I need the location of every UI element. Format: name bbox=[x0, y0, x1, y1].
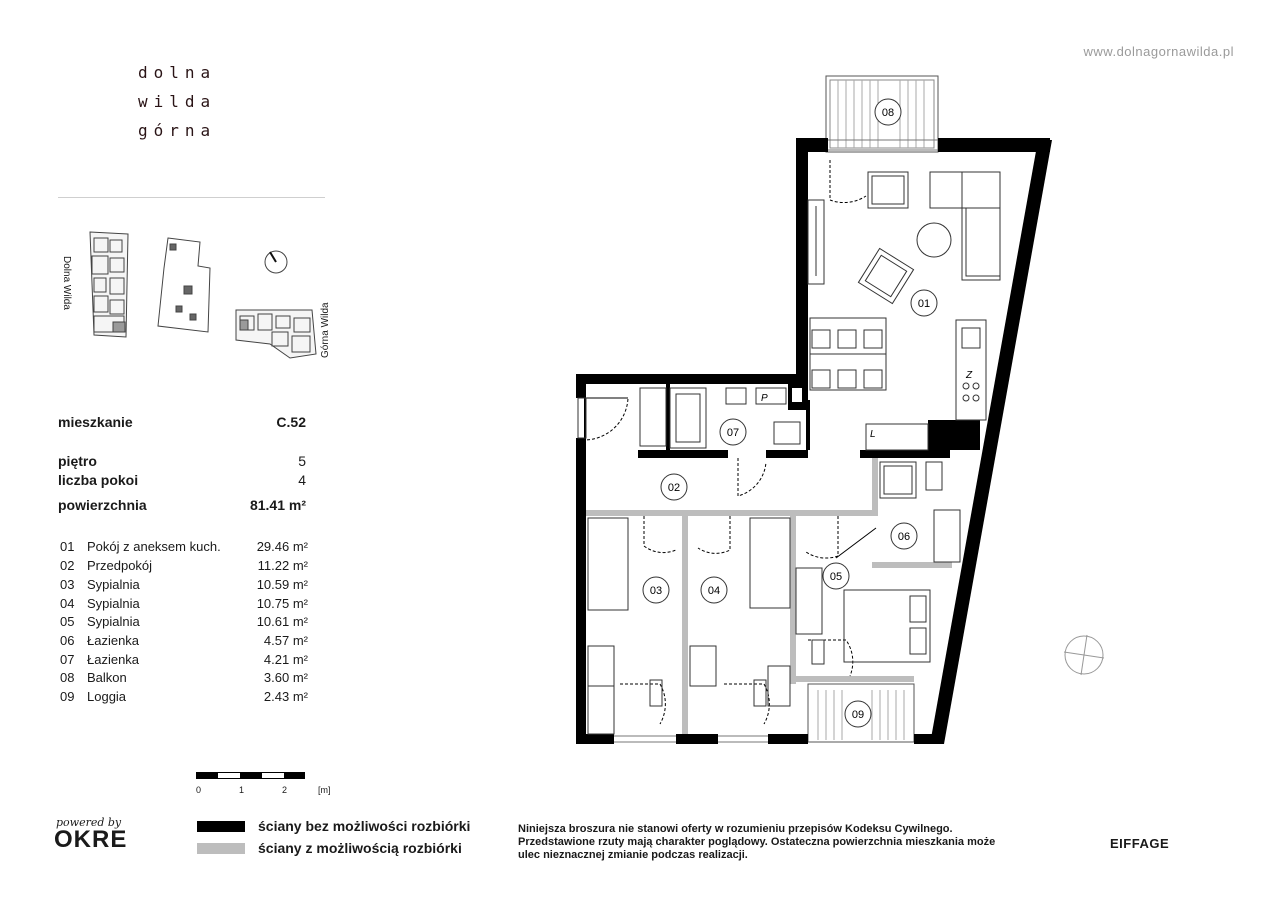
okre-logo: OKRE bbox=[54, 826, 128, 853]
room-label-06 bbox=[891, 523, 917, 549]
room-num: 09 bbox=[60, 689, 75, 704]
north-compass-icon bbox=[1064, 635, 1104, 675]
room-num: 04 bbox=[60, 596, 75, 611]
load-bearing-walls bbox=[576, 138, 1052, 744]
room-name: Loggia bbox=[87, 689, 127, 704]
room-name: Sypialnia bbox=[87, 596, 140, 611]
room-label-08-text: 08 bbox=[881, 107, 895, 119]
room-label-05-text: 05 bbox=[829, 571, 843, 583]
label-dolna-wilda: Dolna Wilda bbox=[61, 256, 72, 310]
room-area: 10.75 m² bbox=[256, 596, 308, 611]
room-label-08 bbox=[875, 99, 901, 125]
label-gorna-wilda: Górna Wilda bbox=[320, 302, 331, 358]
room-area: 2.43 m² bbox=[263, 689, 308, 704]
room-label-05 bbox=[823, 563, 849, 589]
brand-line-1: dolna bbox=[138, 63, 217, 82]
room-area: 10.59 m² bbox=[256, 577, 308, 592]
room-label-07-text: 07 bbox=[726, 427, 740, 439]
website-link[interactable]: www.dolnagornawilda.pl bbox=[1083, 44, 1234, 59]
room-label-04 bbox=[701, 577, 727, 603]
rooms-label: liczba pokoi bbox=[58, 472, 139, 488]
disclaimer-line-2: Przedstawione rzuty mają charakter poglądowy. Ostateczna powierzchnia mieszkania może bbox=[518, 836, 996, 848]
appliance-mark-l: L bbox=[870, 429, 876, 440]
room-label-06-text: 06 bbox=[897, 531, 911, 543]
room-name: Sypialnia bbox=[87, 577, 140, 592]
brand-line-3: górna bbox=[138, 121, 217, 140]
room-num: 02 bbox=[60, 558, 75, 573]
legend-removable: ściany z możliwością rozbiórki bbox=[258, 840, 462, 856]
scale-unit: [m] bbox=[318, 785, 331, 795]
apartment-id: C.52 bbox=[276, 414, 306, 430]
disclaimer-line-1: Niniejsza broszura nie stanowi oferty w rozumieniu przepisów Kodeksu Cywilnego. bbox=[518, 823, 953, 835]
room-name: Pokój z aneksem kuch. bbox=[87, 539, 221, 554]
floor-label: piętro bbox=[58, 453, 97, 469]
room-label-09 bbox=[845, 701, 871, 727]
brand-line-2: wilda bbox=[138, 92, 217, 111]
room-num: 01 bbox=[60, 539, 75, 554]
powered-by-label: powered by bbox=[56, 816, 122, 829]
rooms-value: 4 bbox=[298, 472, 306, 488]
room-name: Balkon bbox=[87, 670, 127, 685]
appliance-mark-z: Z bbox=[966, 370, 973, 381]
area-value: 81.41 m² bbox=[249, 497, 306, 513]
appliance-mark-p: P bbox=[761, 393, 768, 404]
disclaimer-line-3: ulec nieznacznej zmianie podczas realizacji. bbox=[518, 849, 748, 861]
room-num: 07 bbox=[60, 652, 75, 667]
room-name: Sypialnia bbox=[87, 614, 140, 629]
windows bbox=[614, 140, 938, 742]
room-label-09-text: 09 bbox=[851, 709, 865, 721]
apartment-label: mieszkanie bbox=[58, 414, 133, 430]
room-area: 3.60 m² bbox=[263, 670, 308, 685]
room-label-01-text: 01 bbox=[917, 298, 931, 310]
room-label-02-text: 02 bbox=[667, 482, 681, 494]
room-name: Łazienka bbox=[87, 633, 140, 648]
eiffage-logo: EIFFAGE bbox=[1110, 836, 1170, 851]
room-label-01 bbox=[911, 290, 937, 316]
room-area: 4.57 m² bbox=[263, 633, 308, 648]
room-label-07 bbox=[720, 419, 746, 445]
room-area: 4.21 m² bbox=[263, 652, 308, 667]
room-area: 29.46 m² bbox=[256, 539, 308, 554]
room-label-03-text: 03 bbox=[649, 585, 663, 597]
room-label-02 bbox=[661, 474, 687, 500]
room-area: 11.22 m² bbox=[257, 558, 308, 573]
room-label-03 bbox=[643, 577, 669, 603]
room-area: 10.61 m² bbox=[256, 614, 308, 629]
room-num: 06 bbox=[60, 633, 75, 648]
scale-tick-2: 2 bbox=[282, 785, 288, 795]
room-num: 03 bbox=[60, 577, 75, 592]
room-name: Przedpokój bbox=[87, 558, 153, 573]
room-num: 05 bbox=[60, 614, 75, 629]
legend-load-bearing: ściany bez możliwości rozbiórki bbox=[258, 818, 471, 834]
room-label-04-text: 04 bbox=[707, 585, 721, 597]
room-name: Łazienka bbox=[87, 652, 140, 667]
room-num: 08 bbox=[60, 670, 75, 685]
scale-tick-0: 0 bbox=[196, 785, 202, 795]
area-label: powierzchnia bbox=[58, 497, 147, 513]
scale-tick-1: 1 bbox=[239, 785, 245, 795]
floor-value: 5 bbox=[298, 453, 306, 469]
